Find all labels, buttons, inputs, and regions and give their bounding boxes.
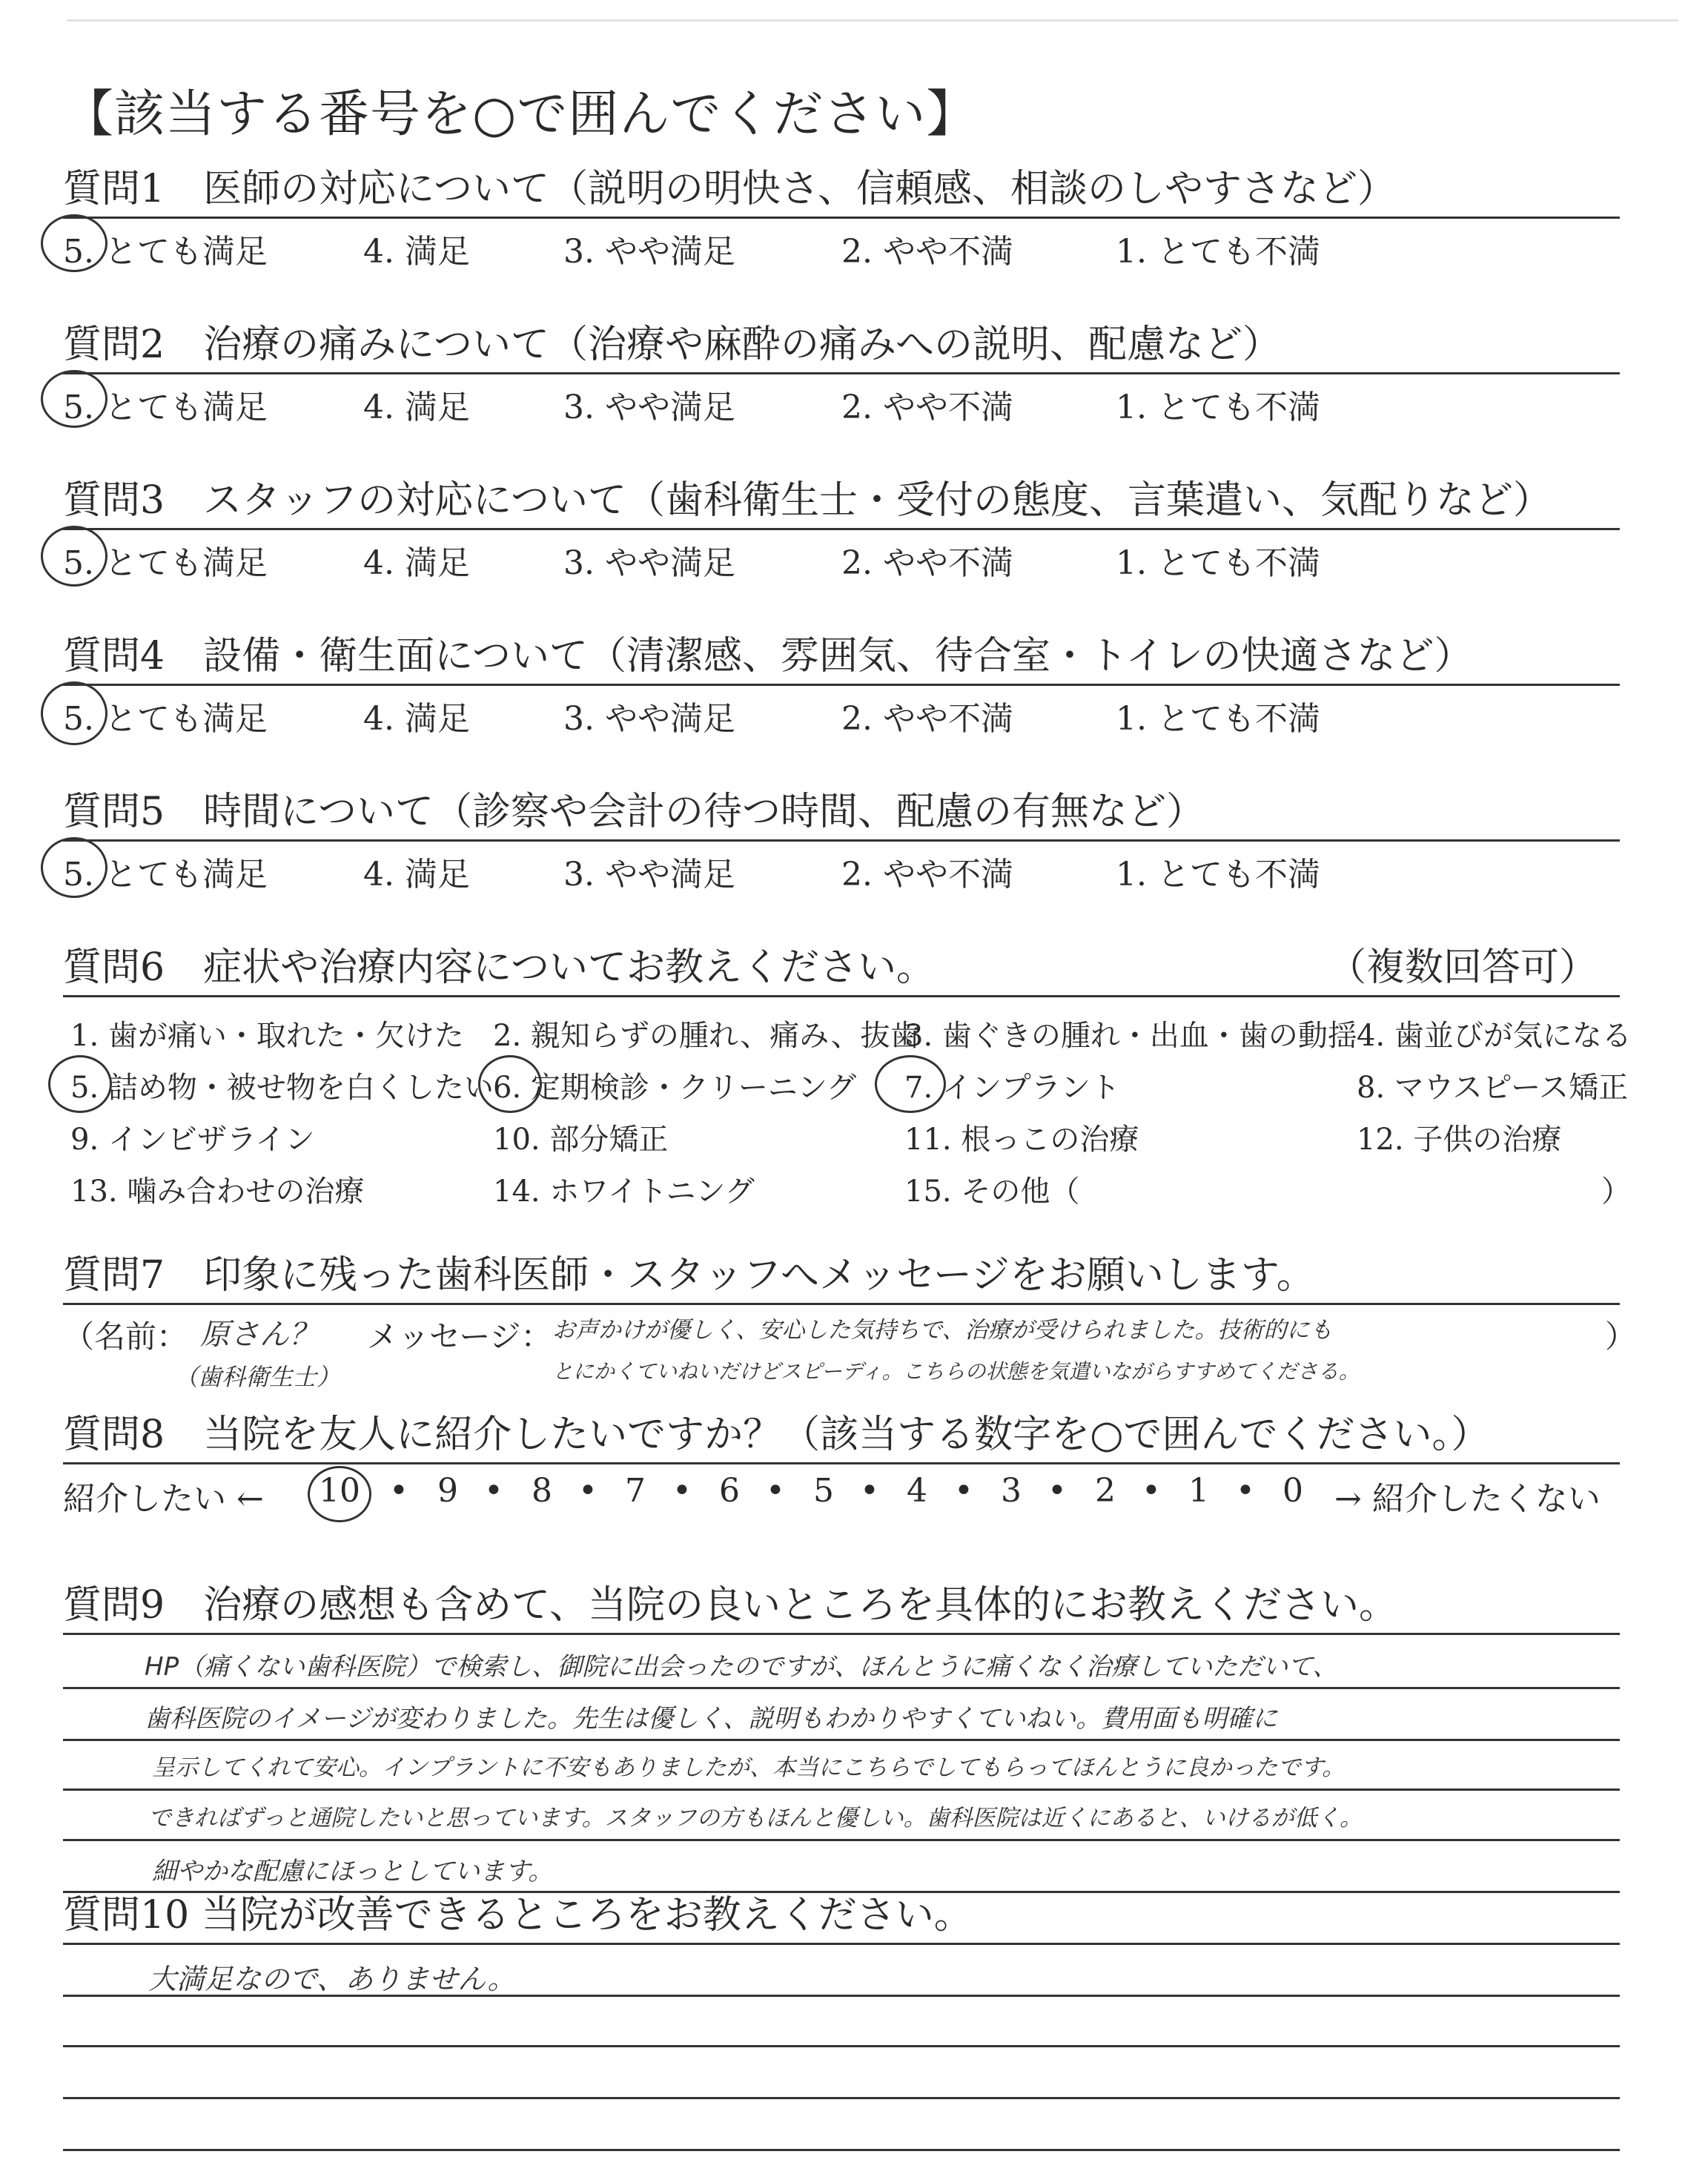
answer-9-line-1: HP（痛くない歯科医院）で検索し、御院に出会ったのですが、ほんとうに痛くなく治療していただいて、	[145, 1652, 1338, 1682]
question-1	[63, 163, 1620, 271]
ruled-line	[63, 1839, 1620, 1841]
scale-dot: •	[389, 1472, 408, 1510]
page-heading: 【該当する番号を○で囲んでください】	[63, 85, 978, 144]
selection-circle	[41, 837, 107, 898]
scale-number[interactable]: 6	[719, 1472, 740, 1510]
scale-number[interactable]: 1	[1188, 1472, 1209, 1510]
scale-number[interactable]: 5	[813, 1472, 834, 1510]
scale-number[interactable]: 2	[1095, 1472, 1116, 1510]
answer-9-line-5: 細やかな配慮にほっとしています。	[152, 1857, 554, 1886]
scale-number[interactable]: 7	[625, 1472, 646, 1510]
scale-dot: •	[860, 1472, 879, 1510]
symptom-option[interactable]: 9. インビザライン	[70, 1123, 315, 1157]
name-value: 原さん？	[200, 1318, 319, 1352]
ruled-line	[63, 2045, 1620, 2047]
option-2[interactable]: 2. やや不満	[841, 544, 1013, 582]
selection-circle	[308, 1466, 371, 1522]
message-label: メッセージ：	[367, 1318, 552, 1355]
answer-9-line-2: 歯科医院のイメージが変わりました。先生は優しく、説明もわかりやすくていねい。費用面も明確に	[145, 1704, 1278, 1734]
symptom-option[interactable]: 6. 定期検診・クリーニング	[493, 1071, 857, 1105]
option-2[interactable]: 2. やや不満	[841, 233, 1013, 271]
scale-number[interactable]: 8	[532, 1472, 552, 1510]
scale-number[interactable]: 9	[437, 1472, 458, 1510]
scale-dot: •	[578, 1472, 598, 1510]
option-4[interactable]: 4. 満足	[363, 856, 470, 894]
question-5-title: 質問5 時間について（診察や会計の待つ時間、配慮の有無など）	[63, 790, 1205, 834]
symptom-option[interactable]: 15. その他（	[904, 1175, 1080, 1209]
option-5[interactable]: 5. とても満足	[63, 544, 268, 582]
question-3-options	[63, 530, 1620, 582]
rule	[63, 1462, 1620, 1464]
selection-circle	[41, 681, 107, 745]
symptom-option[interactable]: 5. 詰め物・被せ物を白くしたい	[70, 1071, 494, 1105]
scale-number[interactable]: 4	[907, 1472, 927, 1510]
question-7-title: 質問7 印象に残った歯科医師・スタッフへメッセージをお願いします。	[63, 1253, 1315, 1298]
other-close-paren: ）	[1601, 1175, 1631, 1209]
question-9-title: 質問9 治療の感想も含めて、当院の良いところを具体的にお教えください。	[63, 1583, 1398, 1628]
question-2-title: 質問2 治療の痛みについて（治療や麻酔の痛みへの説明、配慮など）	[63, 323, 1282, 367]
selection-circle	[48, 1055, 112, 1113]
selection-circle	[41, 370, 107, 428]
option-3[interactable]: 3. やや満足	[563, 233, 735, 271]
symptom-option[interactable]: 3. 歯ぐきの腫れ・出血・歯の動揺	[904, 1019, 1357, 1053]
question-8	[63, 1409, 1620, 1464]
multiple-answers-note: （複数回答可）	[1327, 945, 1598, 990]
option-4[interactable]: 4. 満足	[363, 233, 470, 271]
option-5[interactable]: 5. とても満足	[63, 233, 268, 271]
symptom-option[interactable]: 11. 根っこの治療	[904, 1123, 1139, 1157]
scale-number[interactable]: 0	[1282, 1472, 1303, 1510]
message-line-1: お声かけが優しく、安心した気持ちで、治療が受けられました。技術的にも	[552, 1317, 1333, 1344]
symptom-option[interactable]: 1. 歯が痛い・取れた・欠けた	[70, 1019, 464, 1053]
scale-dot: •	[1047, 1472, 1067, 1510]
scale-dot: •	[1142, 1472, 1161, 1510]
option-3[interactable]: 3. やや満足	[563, 856, 735, 894]
question-5	[63, 786, 1620, 894]
question-4-options	[63, 686, 1620, 738]
scale-dot: •	[954, 1472, 973, 1510]
name-subtitle: （歯科衛生士）	[174, 1363, 341, 1391]
selection-circle	[478, 1055, 542, 1113]
question-2-options	[63, 374, 1620, 426]
question-3	[63, 475, 1620, 582]
option-4[interactable]: 4. 満足	[363, 700, 470, 738]
question-6-options	[63, 997, 1632, 1220]
scale-right-label: → 紹介したくない	[1334, 1480, 1601, 1518]
question-5-options	[63, 842, 1620, 894]
option-1[interactable]: 1. とても不満	[1116, 856, 1320, 894]
ruled-line	[63, 2097, 1620, 2099]
scale-dot: •	[766, 1472, 785, 1510]
ruled-line	[63, 1943, 1620, 1945]
symptom-option[interactable]: 12. 子供の治療	[1357, 1123, 1562, 1157]
question-6-title: 質問6 症状や治療内容についてお教えください。	[63, 945, 936, 990]
question-4	[63, 630, 1620, 738]
option-3[interactable]: 3. やや満足	[563, 700, 735, 738]
question-1-title: 質問1 医師の対応について（説明の明快さ、信頼感、相談のしやすさなど）	[63, 167, 1396, 211]
scale-number[interactable]: 3	[1001, 1472, 1022, 1510]
ruled-line	[63, 1789, 1620, 1791]
option-2[interactable]: 2. やや不満	[841, 700, 1013, 738]
scale-left-label: 紹介したい ←	[63, 1480, 264, 1518]
option-2[interactable]: 2. やや不満	[841, 389, 1013, 426]
name-label: （名前：	[63, 1318, 188, 1355]
symptom-option[interactable]: 10. 部分矯正	[493, 1123, 669, 1157]
symptom-option[interactable]: 4. 歯並びが気になる	[1357, 1019, 1632, 1053]
message-line-2: とにかくていねいだけどスピーディ。こちらの状態を気遣いながらすすめてくださる。	[552, 1359, 1360, 1384]
option-2[interactable]: 2. やや不満	[841, 856, 1013, 894]
option-1[interactable]: 1. とても不満	[1116, 544, 1320, 582]
question-3-title: 質問3 スタッフの対応について（歯科衛生士・受付の態度、言葉遣い、気配りなど）	[63, 478, 1552, 523]
symptom-option[interactable]: 13. 噛み合わせの治療	[70, 1175, 365, 1209]
option-1[interactable]: 1. とても不満	[1116, 233, 1320, 271]
ruled-line	[63, 1739, 1620, 1741]
question-10	[63, 1889, 1620, 1941]
symptom-option[interactable]: 7. インプラント	[904, 1071, 1120, 1105]
rule	[63, 1633, 1620, 1635]
answer-9-line-4: できればずっと通院したいと思っています。スタッフの方もほんと優しい。歯科医院は近くにあると、いけるが低く。	[148, 1805, 1363, 1832]
scale-number[interactable]: 10	[319, 1472, 360, 1510]
option-5[interactable]: 5. とても満足	[63, 856, 268, 894]
question-9	[63, 1579, 1620, 1635]
option-5[interactable]: 5. とても満足	[63, 700, 268, 738]
option-3[interactable]: 3. やや満足	[563, 389, 735, 426]
question-2	[63, 319, 1620, 426]
option-4[interactable]: 4. 満足	[363, 544, 470, 582]
selection-circle	[41, 214, 107, 272]
question-6-title-row	[63, 942, 1620, 994]
question-7-answer	[63, 1305, 1637, 1401]
symptom-option[interactable]: 8. マウスピース矯正	[1357, 1071, 1629, 1105]
question-7	[63, 1249, 1637, 1401]
option-1[interactable]: 1. とても不満	[1116, 389, 1320, 426]
question-10-title: 質問10 当院が改善できるところをお教えください。	[63, 1893, 973, 1938]
option-5[interactable]: 5. とても満足	[63, 389, 268, 426]
scale-dot: •	[672, 1472, 692, 1510]
option-1[interactable]: 1. とても不満	[1116, 700, 1320, 738]
selection-circle	[875, 1055, 946, 1113]
question-4-title: 質問4 設備・衛生面について（清潔感、雰囲気、待合室・トイレの快適さなど）	[63, 634, 1473, 678]
message-close-paren: ）	[1605, 1318, 1637, 1355]
question-8-title: 質問8 当院を友人に紹介したいですか？（該当する数字を○で囲んでください。）	[63, 1413, 1490, 1457]
scale-dot: •	[484, 1472, 503, 1510]
top-border	[67, 19, 1678, 22]
ruled-line	[63, 2149, 1620, 2151]
option-4[interactable]: 4. 満足	[363, 389, 470, 426]
selection-circle	[41, 526, 107, 587]
option-3[interactable]: 3. やや満足	[563, 544, 735, 582]
answer-10: 大満足なので、ありません。	[148, 1963, 516, 1995]
symptom-option[interactable]: 14. ホワイトニング	[493, 1175, 755, 1209]
symptom-option[interactable]: 2. 親知らずの腫れ、痛み、抜歯	[493, 1019, 920, 1053]
ruled-line	[63, 1687, 1620, 1689]
answer-9-line-3: 呈示してくれて安心。インプラントに不安もありましたが、本当にこちらでしてもらってほんとうに良かったです。	[152, 1754, 1345, 1781]
scale-dot: •	[1236, 1472, 1255, 1510]
question-1-options	[63, 219, 1620, 271]
question-6	[63, 942, 1632, 1220]
